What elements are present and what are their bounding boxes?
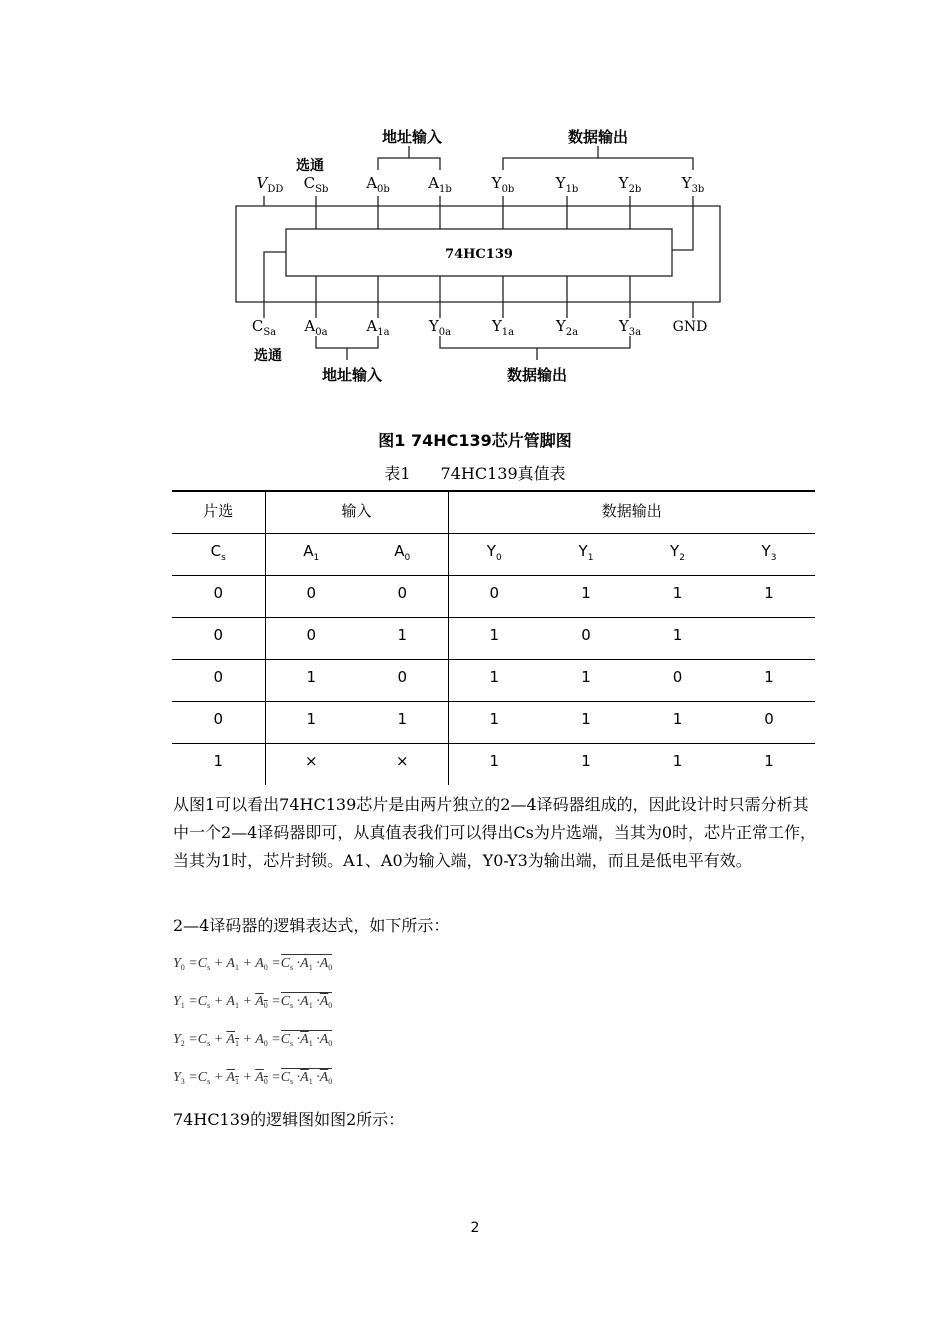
table-cell: 1 xyxy=(540,575,632,617)
group-input: 输入 xyxy=(265,491,448,533)
table-row xyxy=(172,575,815,617)
pin-csa: $C_{Sa}$ xyxy=(251,317,277,338)
table-caption xyxy=(0,461,950,484)
paragraph-expression-intro: 2—4译码器的逻辑表达式，如下所示： xyxy=(173,916,450,935)
table-cell: 0 xyxy=(632,659,723,701)
table-title: 74HC139真值表 xyxy=(440,464,566,483)
table-row xyxy=(172,659,815,701)
table-cell: 1 xyxy=(632,701,723,743)
page-number: 2 xyxy=(470,1220,480,1236)
table-cell: 1 xyxy=(265,659,357,701)
col-header: $Y_2$ xyxy=(632,533,723,575)
table-cell: 1 xyxy=(581,751,591,770)
pin-y1a: $Y_{1a}$ xyxy=(491,317,515,338)
col-header: $Y_1$ xyxy=(540,533,632,575)
col-header: $C_s$ xyxy=(172,533,265,575)
table-number: 表1 xyxy=(384,464,411,483)
table-cell: 0 xyxy=(357,575,448,617)
pin-a0a: $A_{0a}$ xyxy=(304,317,328,338)
table-cell: 0 xyxy=(723,701,815,743)
paragraph-logic-diagram-ref: 74HC139的逻辑图如图2所示： xyxy=(173,1110,405,1129)
pin-y2a: $Y_{2a}$ xyxy=(555,317,579,338)
table-cell: 1 xyxy=(448,659,540,701)
bottom-address-input-label: 地址输入 xyxy=(321,366,383,384)
equation-y1: $Y_1 =C_s + A_1 + A_0 =C_s \cdot A_1 \cdot\overline{A}_0$ xyxy=(173,994,333,1010)
table-cell: 1 xyxy=(172,743,265,785)
table-cell: 1 xyxy=(265,701,357,743)
table-row xyxy=(172,701,815,743)
pin-y1b: $Y_{1b}$ xyxy=(555,174,579,195)
pin-a1b: $A_{1b}$ xyxy=(428,174,452,195)
paragraph-analysis: 从图1可以看出74HC139芯片是由两片独立的2—4译码器组成的，因此设计时只需分析其中一个2—4译码器即可，从真值表我们可以得出Cs为片选端，当其为0时，芯片正常工作，当其为1时，芯片封锁。A1、A0为输入端，Y0-Y3为输出端，而且是低电平有效。 xyxy=(173,795,816,870)
table-cell: 1 xyxy=(357,617,448,659)
pin-vdd: $V_{DD}$ xyxy=(256,174,284,195)
pin-a1a: $A_{1a}$ xyxy=(366,317,390,338)
top-data-output-label: 数据输出 xyxy=(567,128,629,146)
pin-y0a: $Y_{0a}$ xyxy=(428,317,452,338)
table-row xyxy=(172,743,815,785)
equation-y0: $Y_0 =C_s + A_1 + A_0 =C_s \cdot A_1 \cdot A_0$ xyxy=(173,956,333,972)
table-cell: 0 xyxy=(357,659,448,701)
table-cell: 0 xyxy=(265,575,357,617)
table-cell: 1 xyxy=(632,617,723,659)
table-column-header-row xyxy=(172,533,815,575)
table-cell: 0 xyxy=(172,701,265,743)
table-cell: 1 xyxy=(448,617,540,659)
table-cell: 1 xyxy=(448,701,540,743)
pin-y2b: $Y_{2b}$ xyxy=(618,174,642,195)
table-group-header-row xyxy=(172,491,815,533)
table-cell: 0 xyxy=(172,617,265,659)
chip-label: 74HC139 xyxy=(445,247,513,262)
pin-y0b: $Y_{0b}$ xyxy=(491,174,515,195)
table-cell: 1 xyxy=(723,659,815,701)
col-header: $A_1$ xyxy=(265,533,357,575)
table-cell: 1 xyxy=(723,575,815,617)
top-address-input-label: 地址输入 xyxy=(381,128,443,146)
table-cell: × xyxy=(357,743,448,785)
table-cell: 1 xyxy=(672,751,683,770)
equation-y3: $Y_3 =C_s + A_1 + A_0 =C_s \cdot\overline{A}_1 \cdot\overline{A}_0$ xyxy=(173,1070,333,1086)
table-cell: × xyxy=(304,751,318,770)
group-data-output: 数据输出 xyxy=(448,491,815,533)
group-chip-select: 片选 xyxy=(172,491,265,533)
pin-y3b: $Y_{3b}$ xyxy=(681,174,705,195)
table-cell xyxy=(723,617,815,659)
pin-gnd: GND xyxy=(672,319,708,335)
table-row xyxy=(172,617,815,659)
pin-diagram xyxy=(0,0,950,420)
equation-y2: $Y_2 =C_s + A_1 + A_0 =C_s \cdot\overline{A}_1 \cdot A_0$ xyxy=(173,1032,333,1048)
pin-csb: $C_{Sb}$ xyxy=(303,174,329,195)
table-cell: 1 xyxy=(489,751,500,770)
pin-a0b: $A_{0b}$ xyxy=(366,174,390,195)
table-cell: 0 xyxy=(540,617,632,659)
figure-caption: 图1 74HC139芯片管脚图 xyxy=(378,431,572,450)
table-cell: 0 xyxy=(265,617,357,659)
table-cell: 0 xyxy=(448,575,540,617)
table-cell: 0 xyxy=(172,575,265,617)
table-cell: 1 xyxy=(632,575,723,617)
bottom-select-label: 选通 xyxy=(254,348,282,364)
top-select-label: 选通 xyxy=(296,158,324,174)
table-cell: 1 xyxy=(540,701,632,743)
col-header: $Y_3$ xyxy=(723,533,815,575)
bottom-data-output-label: 数据输出 xyxy=(506,366,568,384)
table-cell: 1 xyxy=(357,701,448,743)
col-header: $Y_0$ xyxy=(448,533,540,575)
truth-table xyxy=(172,490,815,785)
table-cell: 0 xyxy=(172,659,265,701)
pin-y3a: $Y_{3a}$ xyxy=(618,317,642,338)
table-cell: 1 xyxy=(540,659,632,701)
table-cell: 1 xyxy=(764,751,774,770)
col-header: $A_0$ xyxy=(357,533,448,575)
